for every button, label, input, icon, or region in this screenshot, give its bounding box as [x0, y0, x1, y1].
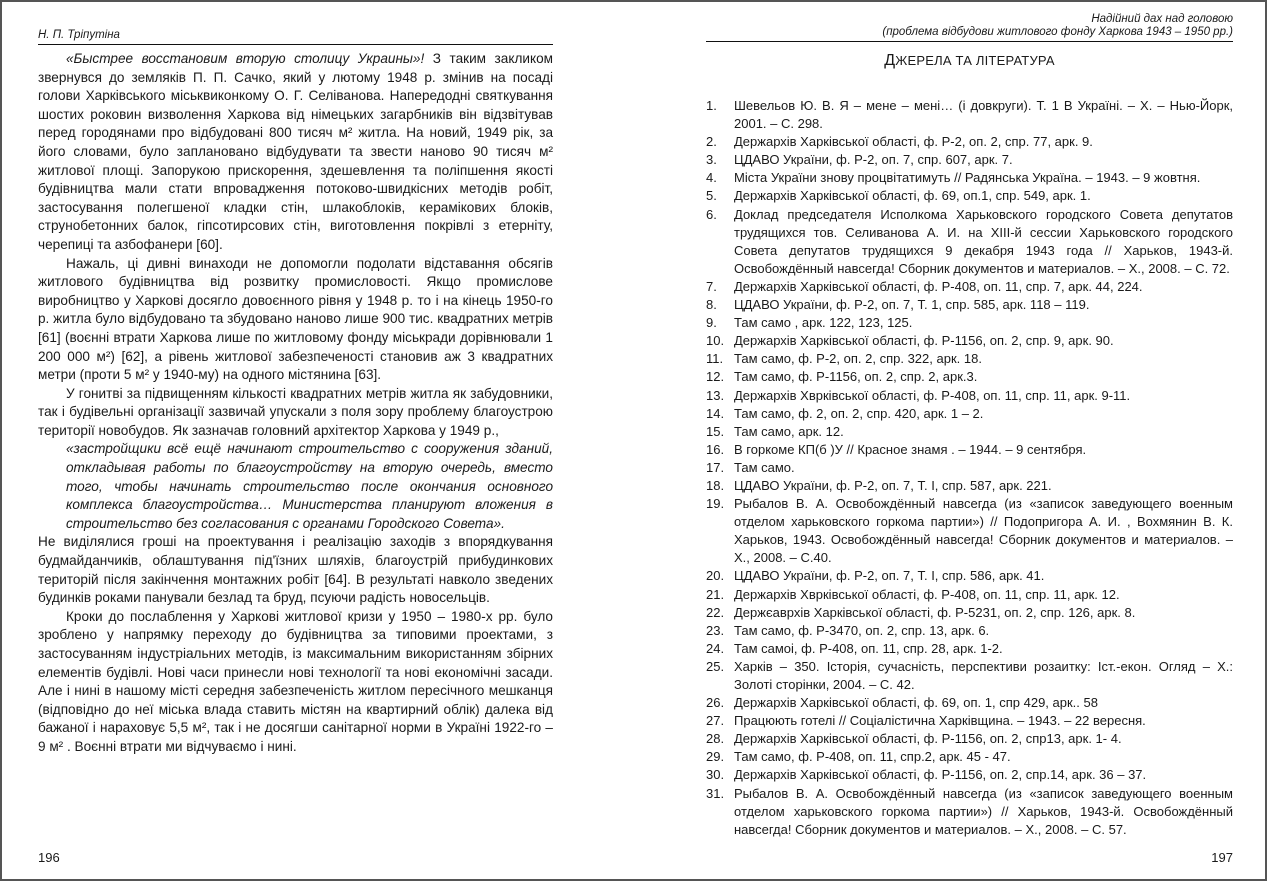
reference-item: [706, 278, 1233, 296]
reference-text: Там само, ф. Р-2, оп. 2, спр. 322, арк. 18.: [734, 351, 982, 367]
reference-item: [706, 332, 1233, 350]
reference-text: Держархів Харківської області, ф. Р-1156, оп. 2, спр.14, арк. 36 – 37.: [734, 767, 1147, 783]
reference-item: [706, 387, 1233, 405]
reference-number: 17.: [706, 459, 725, 475]
reference-number: 15.: [706, 423, 725, 439]
reference-number: 11.: [706, 351, 724, 367]
right-page: [642, 2, 1265, 879]
left-page: [2, 2, 622, 879]
reference-text: Держархів Харківської області, ф. Р-2, оп. 2, спр. 77, арк. 9.: [734, 134, 1093, 150]
section-title-rest: ЖЕРЕЛА ТА ЛІТЕРАТУРА: [895, 53, 1055, 68]
reference-text: Держархів Хврківської області, ф. Р-408, оп. 11, спр. 11, арк. 12.: [734, 586, 1120, 602]
reference-text: Там само, ф. Р-408, оп. 11, спр.2, арк. 45 - 47.: [734, 749, 1011, 765]
reference-number: 28.: [706, 731, 725, 747]
page-number: 197: [1211, 850, 1233, 865]
reference-number: 2.: [706, 134, 717, 150]
references-list: [706, 97, 1233, 839]
reference-number: 25.: [706, 658, 725, 674]
reference-item: [706, 350, 1233, 368]
reference-number: 14.: [706, 405, 725, 421]
reference-item: [706, 459, 1233, 477]
reference-text: ЦДАВО України, ф. Р-2, оп. 7, Т. 1, спр. 585, арк. 118 – 119.: [734, 297, 1090, 313]
reference-text: ЦДАВО України, ф. Р-2, оп. 7, Т. І, спр. 586, арк. 41.: [734, 568, 1045, 584]
reference-number: 9.: [706, 315, 717, 331]
reference-text: Там самоі, ф. Р-408, оп. 11, спр. 28, арк. 1-2.: [734, 640, 1003, 656]
running-head-title: [706, 13, 1233, 42]
reference-item: [706, 622, 1233, 640]
reference-text: Держархів Харківської області, ф. 69, оп. 1, спр 429, арк.. 58: [734, 695, 1098, 711]
reference-item: [706, 748, 1233, 766]
reference-text: Держархів Харківської області, ф. 69, оп.1, спр. 549, арк. 1.: [734, 188, 1091, 204]
reference-text: Шевельов Ю. В. Я – мене – мені… (і довкруги). Т. 1 В Україні. – Х. – Нью-Йорк, 2001. – С. 298.: [734, 98, 1233, 132]
section-title-initial: Д: [884, 52, 896, 69]
reference-item: [706, 296, 1233, 314]
reference-number: 23.: [706, 622, 725, 638]
reference-item: [706, 368, 1233, 386]
reference-text: Харків – 350. Історія, сучасність, перспективи розаитку: Іст.-екон. Огляд – Х.: Золоті сторінки, 2004. – С. 42.: [734, 658, 1233, 692]
reference-number: 30.: [706, 767, 725, 783]
reference-number: 8.: [706, 297, 717, 313]
reference-number: 13.: [706, 387, 725, 403]
paragraph: Кроки до послаблення у Харкові житлової кризи у 1950 – 1980-х рр. було зроблено у напрямку переходу до будівництва за типовими проектами, з застосуванням індустріальних методів, із максимальним використанням збірних елементів будівлі. Нові часи принесли нові технології та нові економічні засади. Але і нині в нашому місті середня забезпеченість житлом пересічного мешканця (відповідно до неї міська влада ставить містян на квартирний облік) далека від бажаної і нараховує 5,5 м², так і не досягши санітарної норми в Україні 1922-го – 9 м² . Воєнні втрати ми відчуваємо і нині.: [38, 608, 553, 754]
reference-number: 19.: [706, 496, 725, 512]
running-head-author: Н. П. Тріпутіна: [38, 29, 553, 45]
reference-item: [706, 441, 1233, 459]
reference-number: 6.: [706, 206, 717, 222]
reference-text: Держархів Хврківської області, ф. Р-408, оп. 11, спр. 11, арк. 9-11.: [734, 387, 1131, 403]
reference-number: 12.: [706, 369, 725, 385]
paragraph: У гонитві за підвищенням кількості квадратних метрів житла як забудовники, так і будівельні організації зазвичай упускали з поля зору проблему благоустрою території новобудов. Як зазначав головний архітектор Харкова у 1949 р.,: [38, 385, 553, 438]
running-head-line-1: Надійний дах над головою: [1091, 13, 1233, 25]
reference-text: Держархів Харківської області, ф. Р-1156, оп. 2, спр. 9, арк. 90.: [734, 333, 1114, 349]
reference-text: Доклад председателя Исполкома Харьковского городского Совета депутатов трудящихся тов. Селиванова А. И. на XIII-й сессии Харьковского городского Совета депутатов трудящихся 9 декабря 1943 года // Харьков, 1943-й. Освобождённый навсегда! Сборник документов и материалов. – Х., 2008. – С. 72.: [734, 206, 1233, 276]
reference-text: Працюють готелі // Соціалістична Харківщина. – 1943. – 22 вересня.: [734, 713, 1146, 729]
reference-item: [706, 604, 1233, 622]
reference-item: [706, 169, 1233, 187]
reference-number: 1.: [706, 98, 717, 113]
block-quote: «застройщики всё ещё начинают строительство с сооружения зданий, откладывая работы по благоустройству на вторую очередь, вместо того, чтобы начинать строительство после окончания основного комплекса благоустройства… Министерства планируют вложения в строительство без согласования с органами Городского Совета».: [66, 441, 553, 531]
reference-text: Там само, ф. Р-3470, оп. 2, спр. 13, арк. 6.: [734, 622, 990, 638]
reference-item: [706, 423, 1233, 441]
reference-text: Там само , арк. 122, 123, 125.: [734, 315, 913, 331]
body-text: [38, 50, 553, 757]
reference-text: Там само, арк. 12.: [734, 423, 844, 439]
reference-number: 16.: [706, 441, 725, 457]
paragraph: Не виділялися гроші на проектування і реалізацію заходів з впорядкування будмайданчиків, облаштування під'їзних шляхів, благоустрій прибудинкових територій після закінчення монтажних робіт [64]. В результаті навколо зведених будинків роками панували безлад та бруд, псуючи радість новосельців.: [38, 534, 553, 606]
reference-item: [706, 151, 1233, 169]
running-head-line-2: (проблема відбудови житлового фонду Харкова 1943 – 1950 рр.): [882, 26, 1233, 38]
reference-text: Там само.: [734, 459, 795, 475]
reference-number: 31.: [706, 785, 725, 801]
section-title: [706, 52, 1233, 70]
reference-text: Рыбалов В. А. Освобождённый навсегда (из «записок заведующего военным отделом харьковского горкома партии») // Харьков, 1943-й. Освобождённый навсегда! Сборник документов и материалов. – Х., 2008. – С. 57.: [734, 785, 1233, 837]
reference-item: [706, 133, 1233, 151]
reference-item: [706, 314, 1233, 332]
reference-item: [706, 405, 1233, 423]
reference-item: [706, 640, 1233, 658]
reference-item: [706, 785, 1233, 839]
paragraph: [38, 50, 553, 255]
reference-number: 26.: [706, 695, 725, 711]
reference-number: 27.: [706, 713, 725, 729]
reference-text: ЦДАВО України, ф. Р-2, оп. 7, спр. 607, арк. 7.: [734, 152, 1013, 168]
reference-item: [706, 658, 1233, 694]
reference-item: [706, 567, 1233, 585]
reference-number: 22.: [706, 604, 725, 620]
reference-number: 5.: [706, 188, 717, 204]
paragraph: Нажаль, ці дивні винаходи не допомогли подолати відставання обсягів житлового будівництва від розвитку промисловості. Якщо промислове виробництво у Харкові досягло довоєнного рівня у 1948 р. то і на кінець 1950-го р. житла було відбудовано та збудовано наново лише 900 тис. квадратних метрів [61] (воєнні втрати Харкова лише по житловому фонду міськради дорівнювали 1 200 000 м²) [62], а рівень житлової забезпеченості становив аж 3 квадратних метри (проти 5 м² у 1940-му) на одного містянина [63].: [38, 255, 553, 383]
reference-text: В горкоме КП(б )У // Красное знамя . – 1944. – 9 сентября.: [734, 441, 1087, 457]
reference-text: ЦДАВО України, ф. Р-2, оп. 7, Т. І, спр. 587, арк. 221.: [734, 477, 1052, 493]
reference-text: Там само, ф. 2, оп. 2, спр. 420, арк. 1 – 2.: [734, 405, 984, 421]
reference-item: [706, 187, 1233, 205]
reference-text: Там само, ф. Р-1156, оп. 2, спр. 2, арк.3.: [734, 369, 978, 385]
reference-item: [706, 694, 1233, 712]
reference-text: Держархів Харківської області, ф. Р-408, оп. 11, спр. 7, арк. 44, 224.: [734, 278, 1143, 294]
reference-item: [706, 766, 1233, 784]
reference-number: 18.: [706, 477, 725, 493]
reference-item: [706, 712, 1233, 730]
reference-item: [706, 495, 1233, 567]
reference-item: [706, 206, 1233, 278]
reference-item: [706, 730, 1233, 748]
reference-number: 24.: [706, 640, 725, 656]
reference-item: [706, 97, 1233, 133]
reference-item: [706, 586, 1233, 604]
reference-number: 20.: [706, 568, 725, 584]
reference-number: 3.: [706, 152, 717, 168]
reference-text: Держєаврхів Харківської області, ф. Р-5231, оп. 2, спр. 126, арк. 8.: [734, 604, 1136, 620]
paragraph-text: З таким закликом звернувся до земляків П. П. Сачко, який у лютому 1948 р. змінив на посаді голови Харківського міськвиконкому О. Г. Селіванова. Напередодні святкування шостих роковин визволення Харкова від німецьких загарбників він відзвітував перед городянами про відбудовані 800 тисяч м² житла. На новий, 1949 рік, за його словами, було заплановано відбудувати та звести наново 90 тисяч м² житлової площі. Запорукою прискорення, здешевлення та поліпшення якості будівництва мали стати впровадження потоково-швидкісних методів робіт, застосування полегшеної кладки стін, шлакоблоків, керамікових блоків, струнобетонних балок, гіпсотирсових стін, виготовлення покрівлі з етерніту, черепиці та азбофанери [60].: [38, 51, 553, 252]
reference-number: 10.: [706, 333, 725, 349]
page-number: 196: [38, 850, 60, 865]
reference-number: 21.: [706, 586, 725, 602]
reference-number: 4.: [706, 170, 717, 186]
reference-text: Міста України знову процвітатимуть // Радянська Україна. – 1943. – 9 жовтня.: [734, 170, 1201, 186]
paragraph-italic-lead: «Быстрее восстановим вторую столицу Украины»!: [66, 51, 425, 66]
reference-text: Рыбалов В. А. Освобождённый навсегда (из «записок заведующего военным отделом харьковского горкома партии») // Подопригора А. И. , Вохмянин В. К. Харьков, 1943. Освобождённый навсегда! Сборник документов и материалов. – Х., 2008. – С.40.: [734, 496, 1233, 566]
reference-number: 29.: [706, 749, 725, 765]
reference-number: 7.: [706, 278, 717, 294]
reference-item: [706, 477, 1233, 495]
reference-text: Держархів Харківської області, ф. Р-1156, оп. 2, спр13, арк. 1- 4.: [734, 731, 1122, 747]
